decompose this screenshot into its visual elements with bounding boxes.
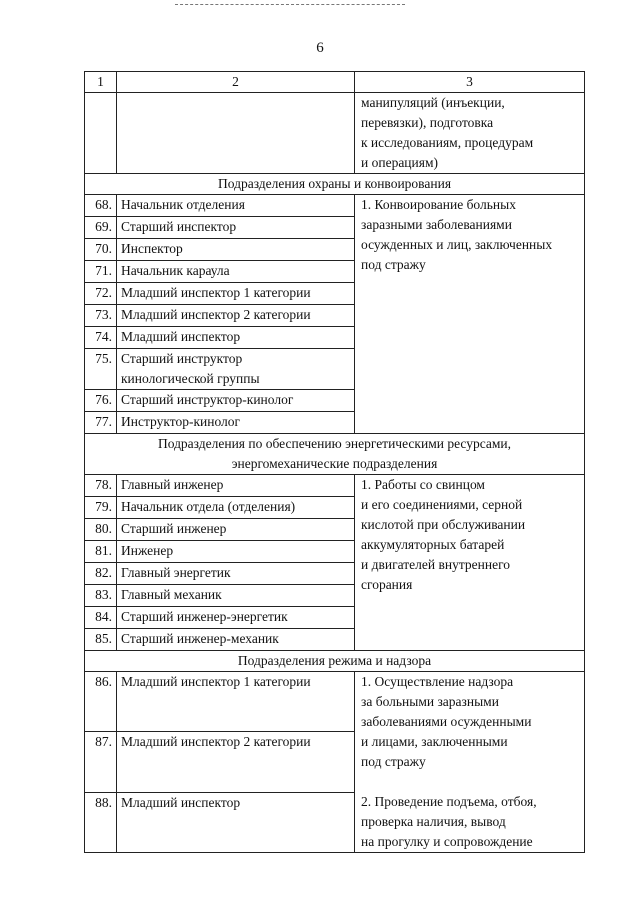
position-title [117,672,355,732]
description-line: проверка наличия, вывод [361,814,506,829]
row-number: 74. [85,327,117,349]
work-description [355,672,585,853]
section-title-line: Подразделения по обеспечению энергетическими ресурсами, [157,436,512,451]
work-description [355,195,585,434]
row-number: 68. [85,195,117,217]
row-number: 77. [85,412,117,434]
position-title-line: Главный механик [121,587,222,602]
row-number: 69. [85,217,117,239]
column-header: 2 [117,72,355,93]
description-line: и лицами, заключенными [361,734,508,749]
row-number: 87. [85,732,117,792]
position-title-line: Старший инженер-энергетик [121,609,288,624]
position-title-line: Старший инженер-механик [121,631,279,646]
table-row [85,195,585,217]
page-number: 6 [316,40,324,56]
position-title [117,607,355,629]
position-title-line: Инженер [121,543,174,558]
description-line: к исследованиям, процедурам [361,135,534,150]
position-title [117,261,355,283]
row-number: 86. [85,672,117,732]
position-title-line: кинологической группы [121,371,260,386]
row-number: 88. [85,792,117,852]
position-title [117,541,355,563]
position-title-line: Старший инженер [121,521,227,536]
position-title [117,239,355,261]
position-title-line: Начальник караула [121,263,230,278]
position-title [117,195,355,217]
section-title [85,651,585,672]
description-line: 1. Работы со свинцом [361,477,485,492]
position-title [117,585,355,607]
position-title-line: Младший инспектор 1 категории [121,285,311,300]
row-number: 76. [85,390,117,412]
description-line: манипуляций (инъекции, [361,95,505,110]
row-number: 75. [85,349,117,390]
description-line: аккумуляторных батарей [361,537,505,552]
section-header-row [85,174,585,195]
description-line: 1. Конвоирование больных [361,197,516,212]
continuation-description [355,93,585,174]
description-line [361,772,580,792]
description-line: за больными заразными [361,694,499,709]
position-title-line: Младший инспектор [121,794,241,810]
description-line: сгорания [361,577,413,592]
position-title-line: Главный инженер [121,477,224,492]
position-title-line: Начальник отдела (отделения) [121,499,296,514]
position-title [117,563,355,585]
position-title-line: Начальник отделения [121,197,245,212]
row-number: 80. [85,519,117,541]
section-title-line: Подразделения охраны и конвоирования [217,176,452,191]
table-row [85,672,585,732]
position-title-line: Инструктор-кинолог [121,414,241,429]
continuation-row [85,93,585,174]
row-number: 79. [85,497,117,519]
row-number: 81. [85,541,117,563]
position-title-line: Старший инспектор [121,219,237,234]
section-header-row [85,651,585,672]
position-title [117,732,355,792]
description-line: под стражу [361,754,426,769]
empty-number-cell [85,93,117,174]
position-title [117,792,355,852]
column-header: 3 [355,72,585,93]
position-title [117,412,355,434]
position-title-line: Инспектор [121,241,183,256]
table-row [85,475,585,497]
section-title-line: Подразделения режима и надзора [237,653,432,668]
position-title [117,327,355,349]
description-line: и операциям) [361,155,439,170]
description-line: и его соединениями, серной [361,497,523,512]
description-line: 2. Проведение подъема, отбоя, [361,794,537,809]
section-title-line: энергомеханические подразделения [231,456,438,471]
description-line: осужденных и лиц, заключенных [361,237,553,252]
description-line: под стражу [361,257,426,272]
positions-table [84,71,585,853]
position-title [117,475,355,497]
description-line: 1. Осуществление надзора [361,674,514,689]
row-number: 72. [85,283,117,305]
row-number: 85. [85,629,117,651]
position-title-line: Младший инспектор 2 категории [121,307,311,322]
row-number: 78. [85,475,117,497]
section-header-row [85,434,585,475]
section-title [85,174,585,195]
position-title-line: Младший инспектор 1 категории [121,674,311,689]
row-number: 83. [85,585,117,607]
position-title-line: Младший инспектор [121,329,241,344]
position-title-line: Младший инспектор 2 категории [121,734,311,750]
position-title [117,629,355,651]
position-title [117,519,355,541]
description-line: на прогулку и сопровождение [361,834,533,849]
position-title [117,390,355,412]
position-title [117,305,355,327]
top-edge-line [175,4,405,5]
row-number: 84. [85,607,117,629]
row-number: 73. [85,305,117,327]
work-description [355,475,585,651]
row-number: 82. [85,563,117,585]
description-line: заразными заболеваниями [361,217,512,232]
description-line: перевязки), подготовка [361,115,494,130]
position-title-line: Старший инструктор-кинолог [121,392,294,407]
description-line: и двигателей внутреннего [361,557,511,572]
position-title-line: Главный энергетик [121,565,231,580]
position-title [117,349,355,390]
position-title [117,283,355,305]
position-title [117,497,355,519]
row-number: 71. [85,261,117,283]
section-title [85,434,585,475]
column-header-row [85,72,585,93]
description-line: кислотой при обслуживании [361,517,526,532]
row-number: 70. [85,239,117,261]
position-title-line: Старший инструктор [121,351,243,366]
description-line: заболеваниями осужденными [361,714,532,729]
position-title [117,217,355,239]
empty-title-cell [117,93,355,174]
column-header: 1 [85,72,117,93]
